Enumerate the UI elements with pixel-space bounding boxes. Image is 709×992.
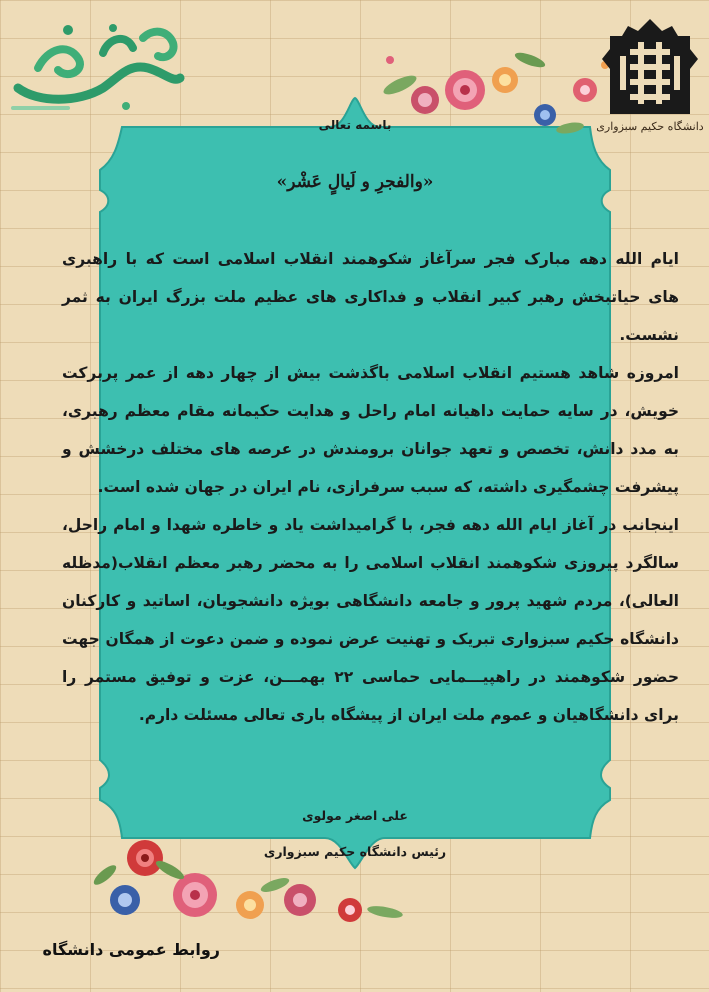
flower-icon (445, 70, 485, 110)
public-relations-label: روابط عمومی دانشگاه (42, 940, 220, 959)
paragraph-2: امروزه شاهد هستیم انقلاب اسلامی باگذشت بیش از چهار دهه از عمر پربرکت خویش، در سایه حمایت داهیانه امام راحل و هدایت حکیمانه مقام معظم رهبری، به مدد دانش، تخصص و تعهد جوانان برومندش در عرصه های مختلف درخشش و پیشرفت چشمگیری داشته، که سبب سرفرازی، نام ایران در جهان شده است. (62, 364, 679, 496)
flower-icon (110, 885, 140, 915)
flower-decoration-bottom (85, 820, 415, 930)
university-logo (600, 14, 700, 134)
signer-name: علی اصغر مولوی (302, 808, 408, 823)
university-name: دانشگاه حکیم سبزواری (596, 120, 704, 133)
salutation: باسمه تعالی (318, 118, 392, 132)
flower-icon (411, 86, 439, 114)
signer-title: رئیس دانشگاه حکیم سبزواری (263, 844, 447, 859)
flower-icon (534, 104, 556, 126)
flower-icon (284, 884, 316, 916)
quran-verse: «والفجرِ و لَیالٍ عَشْر» (276, 172, 434, 192)
flower-icon (127, 840, 163, 876)
flower-icon (173, 873, 217, 917)
flower-icon (492, 67, 518, 93)
daheh-fajr-logo (8, 8, 188, 118)
flower-icon (236, 891, 264, 919)
flower-icon (338, 898, 362, 922)
paragraph-3: اینجانب در آغاز ایام الله دهه فجر، با گرامیداشت یاد و خاطره شهدا و امام راحل، سالگرد پیروزی شکوهمند انقلاب اسلامی را به محضر رهبر معظم انقلاب(مدظله العالی)، مردم شهید پرور و جامعه دانشگاهی بویژه دانشجویان، اساتید و کارکنان دانشگاه حکیم سبزواری تبریک و تهنیت عرض نموده و ضمن دعوت از همگان جهت حضور شکوهمند در راهپیـــمایی حماسی ۲۲ بهمـــن، عزت و توفیق مستمر را برای دانشگاهیان و عموم ملت ایران از پیشگاه باری تعالی مسئلت دارم. (62, 516, 679, 724)
paragraph-1: ایام الله دهه مبارک فجر سرآغاز شکوهمند انقلاب اسلامی است که با راهبری های حیاتبخش رهبر کبیر انقلاب و فداکاری های عظیم ملت بزرگ ایران به ثمر نشست. (62, 250, 679, 344)
flower-icon (573, 78, 597, 102)
letter-body (62, 240, 679, 734)
